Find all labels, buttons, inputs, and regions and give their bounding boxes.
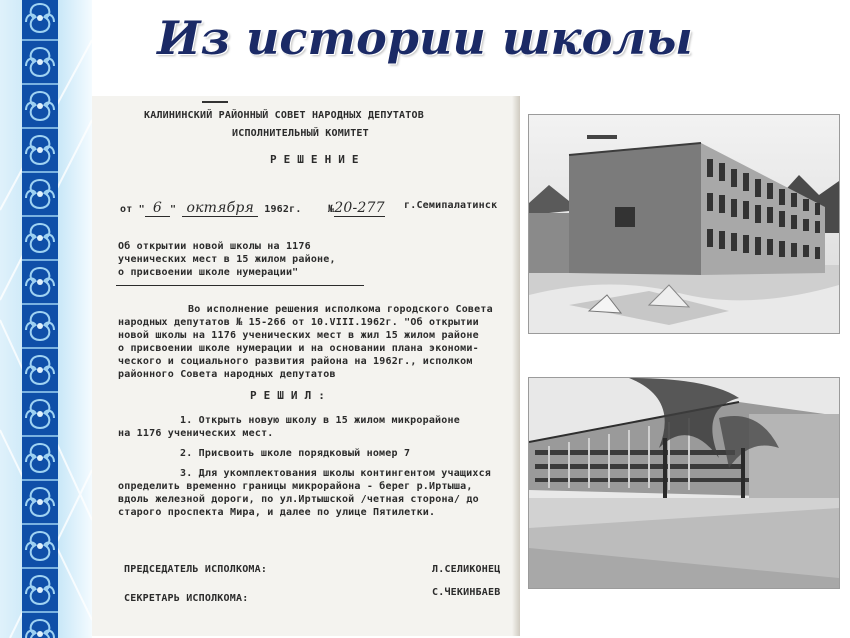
doc-subject-2: ученических мест в 15 жилом районе, [118,254,336,265]
date-prefix: от " [120,204,145,215]
photo-school [528,377,840,589]
secretary-label: СЕКРЕТАРЬ ИСПОЛКОМА: [124,593,249,604]
header-mark [202,101,228,103]
doc-item-3d: старого проспекта Мира, и далее по улице Пятилетки. [118,507,436,518]
slide-title: Из истории школы [157,11,693,65]
subject-rule [116,285,364,286]
doc-item-3b: определить временно границы микрорайона - берег р.Иртыша, [118,481,473,492]
decree-document [92,96,520,636]
doc-item-1b: на 1176 ученических мест. [118,428,274,439]
chairman-name: Л.СЕЛИКОНЕЦ [432,564,501,575]
doc-item-3c: вдоль железной дороги, по ул.Иртышской /четная сторона/ до [118,494,479,505]
number-prefix: № [328,204,335,215]
side-ornament-band [0,0,92,638]
doc-header-line2: ИСПОЛНИТЕЛЬНЫЙ КОМИТЕТ [232,128,369,139]
doc-city: г.Семипалатинск [404,200,498,211]
school-construction-photo-icon [529,115,839,333]
doc-number [328,200,385,216]
date-sep: " [170,204,177,215]
date-day: 6 [145,200,170,217]
doc-body-2: народных депутатов № 15-266 от 10.VIII.1962г. "Об открытии [118,317,479,328]
doc-item-3a: 3. Для укомплектования школы контингентом учащихся [180,468,492,479]
doc-header-line1: КАЛИНИНСКИЙ РАЙОННЫЙ СОВЕТ НАРОДНЫХ ДЕПУТАТОВ [144,110,424,121]
doc-body-5: ческого и социального развития района на 1962г., исполком [118,356,473,367]
date-year: 1962г. [264,204,302,215]
doc-body-4: о присвоении школе нумерации и на основании плана экономи- [118,343,479,354]
doc-body-6: районного Совета народных депутатов [118,369,336,380]
document-edge [512,96,520,636]
photo-construction [528,114,840,334]
chairman-label: ПРЕДСЕДАТЕЛЬ ИСПОЛКОМА: [124,564,268,575]
doc-decided: Р Е Ш И Л : [250,389,326,402]
secretary-name: С.ЧЕКИНБАЕВ [432,587,501,598]
doc-item-1a: 1. Открыть новую школу в 15 жилом микрорайоне [180,415,460,426]
number-value: 20-277 [334,200,385,216]
ornament-strip [22,0,58,638]
doc-body-1: Во исполнение решения исполкома городского Совета [188,304,493,315]
doc-date-line [120,200,302,216]
date-month: октября [182,200,258,217]
doc-item-2: 2. Присвоить школе порядковый номер 7 [180,448,411,459]
doc-body-3: новой школы на 1176 ученических мест в жил 15 жилом районе [118,330,479,341]
doc-heading: Р Е Ш Е Н И Е [270,153,359,166]
ornament-pattern-icon [22,0,58,638]
doc-subject-3: о присвоении школе нумерации" [118,267,299,278]
doc-subject-1: Об открытии новой школы на 1176 [118,241,311,252]
school-building-photo-icon [529,378,839,588]
